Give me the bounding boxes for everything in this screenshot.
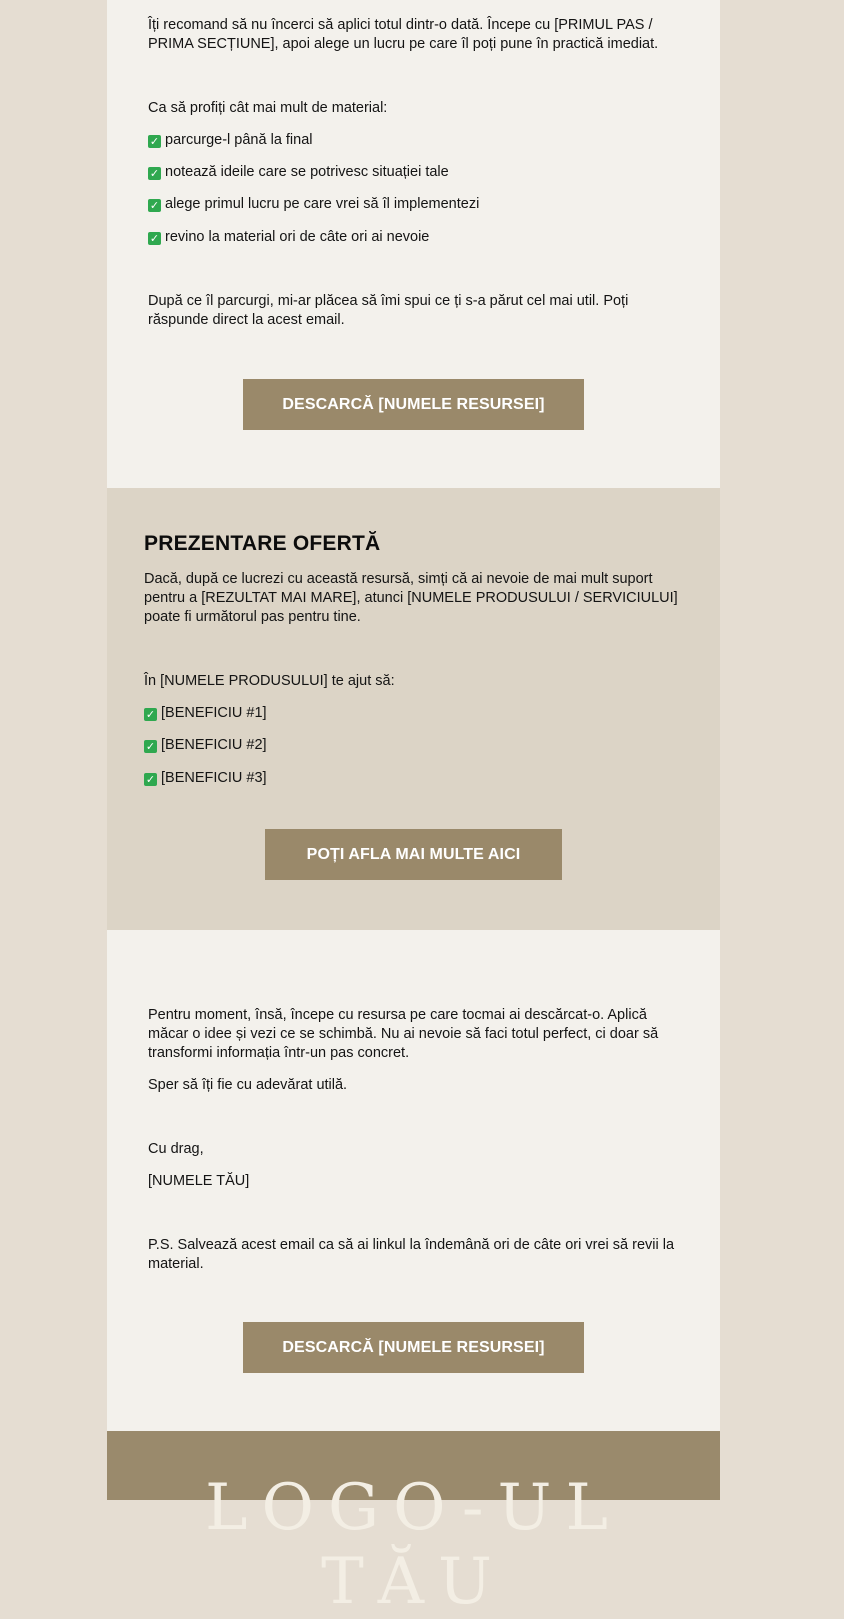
check-icon: ✓ (149, 199, 160, 212)
benefit-item: ✓ [BENEFICIU #1] (145, 705, 267, 721)
logo: LOGO-UL TĂU (205, 1471, 622, 1619)
resource-section (107, 0, 720, 488)
feedback-text: După ce îl parcurgi, mi-ar plăcea să îmi spui ce ți s-a părut cel mai util. Poți răspunde direct la acest email. (148, 293, 629, 328)
sender-name: [NUMELE TĂU] (148, 1173, 250, 1189)
check-icon: ✓ (145, 708, 156, 721)
email-body (107, 0, 720, 1619)
offer-section (107, 488, 720, 930)
download-button-top[interactable]: DESCARCĂ [NUMELE RESURSEI] (243, 379, 584, 430)
check-icon: ✓ (145, 740, 156, 753)
check-icon: ✓ (149, 167, 160, 180)
benefit-item: ✓ [BENEFICIU #2] (145, 737, 267, 753)
list-item: ✓ notează ideile care se potrivesc situației tale (149, 164, 449, 180)
list-item: ✓ parcurge-l până la final (149, 132, 313, 148)
ps-text: P.S. Salvează acest email ca să ai linkul la îndemână ori de câte ori vrei să revii la material. (148, 1237, 675, 1272)
benefit-item: ✓ [BENEFICIU #3] (145, 770, 267, 786)
list-item: ✓ alege primul lucru pe care vrei să îl implementezi (149, 196, 480, 212)
benefits-title: În [NUMELE PRODUSULUI] te ajut să: (144, 673, 395, 689)
check-icon: ✓ (149, 232, 160, 245)
learn-more-button[interactable]: POȚI AFLA MAI MULTE AICI (265, 829, 562, 880)
closing-section (107, 930, 720, 1431)
offer-text: Dacă, după ce lucrezi cu această resursă, simți că ai nevoie de mai mult suport pentru a [REZULTAT MAI MARE], atunci [NUMELE PRODUSULUI / SERVICIULUI] poate fi următorul pas pentru tine. (144, 571, 678, 625)
check-icon: ✓ (145, 773, 156, 786)
check-icon: ✓ (149, 135, 160, 148)
footer (107, 1431, 720, 1619)
closing-wish: Sper să îți fie cu adevărat utilă. (148, 1077, 348, 1093)
greeting: Cu drag, (148, 1141, 204, 1157)
offer-title: PREZENTARE OFERTĂ (144, 532, 381, 555)
list-title: Ca să profiți cât mai mult de material: (148, 100, 388, 116)
download-button-bottom[interactable]: DESCARCĂ [NUMELE RESURSEI] (243, 1322, 584, 1373)
closing-text: Pentru moment, însă, începe cu resursa pe care tocmai ai descărcat-o. Aplică măcar o idee și vezi ce se schimbă. Nu ai nevoie să faci totul perfect, ci doar să transformi informația într-un pas concret. (148, 1007, 659, 1061)
intro-text: Îți recomand să nu încerci să aplici totul dintr-o dată. Începe cu [PRIMUL PAS / PRIMA SECȚIUNE], apoi alege un lucru pe care îl poți pune în practică imediat. (148, 17, 659, 52)
list-item: ✓ revino la material ori de câte ori ai nevoie (149, 229, 430, 245)
